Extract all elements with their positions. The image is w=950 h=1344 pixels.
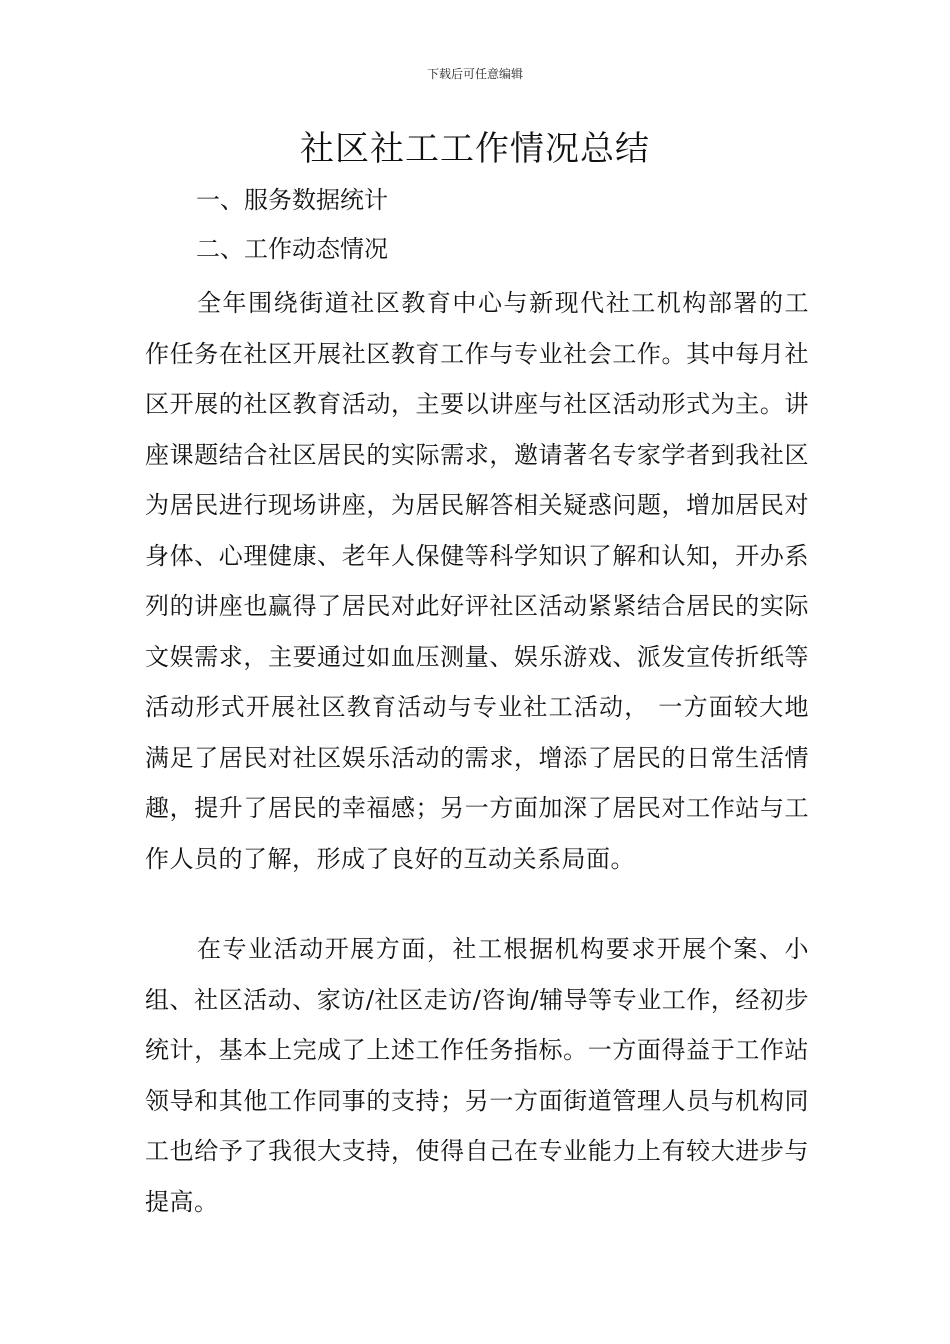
document-title: 社区社工工作情况总结 <box>300 129 650 169</box>
body-paragraph-1: 全年围绕街道社区教育中心与新现代社工机构部署的工作任务在社区开展社区教育工作与专业社会工作。其中每月社区开展的社区教育活动，主要以讲座与社区活动形式为主。讲座课题结合社区居民的实际需求，邀请著名专家学者到我社区为居民进行现场讲座，为居民解答相关疑惑问题，增加居民对身体、心理健康、老年人保健等科学知识了解和认知，开办系列的讲座也赢得了居民对此好评社区活动紧紧结合居民的实际文娱需求，主要通过如血压测量、娱乐游戏、派发宣传折纸等活动形式开展社区教育活动与专业社工活动， 一方面较大地满足了居民对社区娱乐活动的需求，增添了居民的日常生活情趣，提升了居民的幸福感；另一方面加深了居民对工作站与工作人员的了解，形成了良好的互动关系局面。 <box>145 289 809 873</box>
header-note: 下载后可任意编辑 <box>426 67 523 81</box>
section-heading-statistics: 一、服务数据统计 <box>196 186 388 214</box>
section-heading-work-status: 二、工作动态情况 <box>196 235 388 263</box>
body-paragraph-2: 在专业活动开展方面，社工根据机构要求开展个案、小组、社区活动、家访/社区走访/咨询/辅导等专业工作，经初步统计，基本上完成了上述工作任务指标。一方面得益于工作站领导和其他工作同事的支持；另一方面街道管理人员与机构同工也给予了我很大支持，使得自己在专业能力上有较大进步与提高。 <box>145 935 809 1216</box>
